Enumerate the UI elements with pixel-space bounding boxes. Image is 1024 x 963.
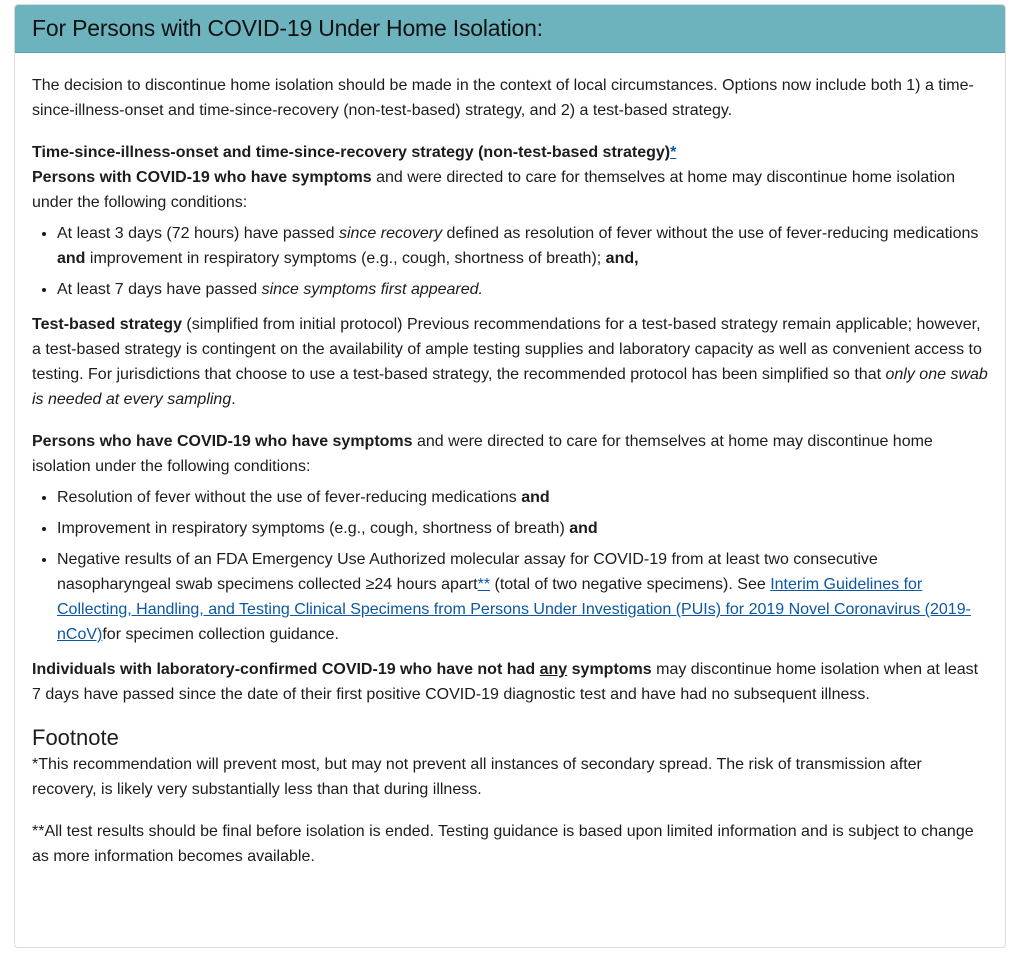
bullet-text: Resolution of fever without the use of fever-reducing medications (57, 489, 522, 506)
bullet-text: At least 7 days have passed (57, 281, 262, 298)
list-item (57, 485, 988, 510)
time-strategy-conditions (32, 221, 988, 302)
test-strategy-bold: Test-based strategy (32, 316, 182, 333)
bullet-bold: and (569, 520, 598, 537)
symptoms-conditions (32, 485, 988, 647)
test-strategy-text: (simplified from initial protocol) Previous recommendations for a test-based strategy remain applicable; however, a test-based strategy is contingent on the availability of ample testing supplies and laboratory capacity as well as convenient access to testing. For jurisdictions that choose to use a test-based strategy, the recommended protocol has been simplified so that (32, 316, 982, 383)
test-strategy-end: . (231, 391, 236, 408)
list-item (57, 516, 988, 541)
time-strategy-lead-bold: Persons with COVID-19 who have symptoms (32, 169, 372, 186)
asymptomatic-bold-a: Individuals with laboratory-confirmed COVID-19 who have not had (32, 661, 540, 678)
footnote-note-1: *This recommendation will prevent most, but may not prevent all instances of secondary spread. The risk of transmission after recovery, is likely very substantially less than that during illness. (32, 756, 922, 798)
bullet-bold: and (521, 489, 550, 506)
bullet-bold: and, (605, 250, 639, 267)
asymptomatic-paragraph (32, 657, 988, 707)
time-strategy-lead-text: and were directed to care for themselves at home may discontinue home isolation under the following conditions: (32, 169, 956, 211)
footnote-star-link[interactable]: * (670, 144, 677, 161)
interim-guidelines-link[interactable]: Interim Guidelines for Collecting, Handling, and Testing Clinical Specimens from Persons Under Investigation (PUIs) for 2019 Novel Coronavirus (2019-nCoV) (57, 576, 971, 643)
footnote-double-star-link[interactable]: ** (477, 576, 491, 593)
asymptomatic-bold (32, 661, 652, 678)
symptoms-lead-text: and were directed to care for themselves at home may discontinue home isolation under the following conditions: (32, 433, 933, 475)
bullet-text: Negative results of an FDA Emergency Use Authorized molecular assay for COVID-19 from at least two consecutive nasopharyngeal swab specimens collected ≥24 hours apart (57, 551, 878, 593)
time-strategy-lead (32, 165, 988, 215)
test-strategy-italic: only one swab is needed at every sampling (32, 366, 988, 408)
bullet-text: defined as resolution of fever without the use of fever-reducing medications (442, 225, 979, 242)
bullet-bold: and (57, 250, 86, 267)
card-body (15, 53, 1005, 869)
bullet-italic: since symptoms first appeared. (261, 281, 483, 298)
time-strategy-heading-text: Time-since-illness-onset and time-since-recovery strategy (non-test-based strategy) (32, 144, 671, 161)
time-strategy-heading (32, 140, 988, 165)
asymptomatic-bold-b: symptoms (567, 661, 652, 678)
list-item (57, 221, 988, 271)
bullet-text: improvement in respiratory symptoms (e.g., cough, shortness of breath); (85, 250, 606, 267)
list-item (57, 277, 988, 302)
guidance-card (14, 4, 1006, 948)
asymptomatic-text: may discontinue home isolation when at least 7 days have passed since the date of their first positive COVID-19 diagnostic test and have had no subsequent illness. (32, 661, 979, 703)
symptoms-lead (32, 429, 988, 479)
bullet-text: At least 3 days (72 hours) have passed (57, 225, 339, 242)
bullet-text: (total of two negative specimens). See (490, 576, 771, 593)
bullet-text: Improvement in respiratory symptoms (e.g., cough, shortness of breath) (57, 520, 570, 537)
page-title: For Persons with COVID-19 Under Home Isolation: (32, 15, 543, 41)
test-strategy-paragraph (32, 312, 988, 412)
intro-paragraph: The decision to discontinue home isolation should be made in the context of local circumstances. Options now include both 1) a time-since-illness-onset and time-since-recovery (non-test-based) strategy, and 2) a test-based strategy. (32, 77, 974, 119)
list-item (57, 547, 988, 647)
symptoms-lead-bold: Persons who have COVID-19 who have symptoms (32, 433, 413, 450)
card-header (15, 5, 1005, 53)
bullet-italic: since recovery (338, 225, 443, 242)
footnote-heading: Footnote (32, 725, 119, 750)
bullet-text: for specimen collection guidance. (102, 626, 339, 643)
footnote-note-2: **All test results should be final before isolation is ended. Testing guidance is based upon limited information and is subject to change as more information becomes available. (32, 823, 974, 865)
asymptomatic-bold-underlined: any (539, 661, 568, 678)
